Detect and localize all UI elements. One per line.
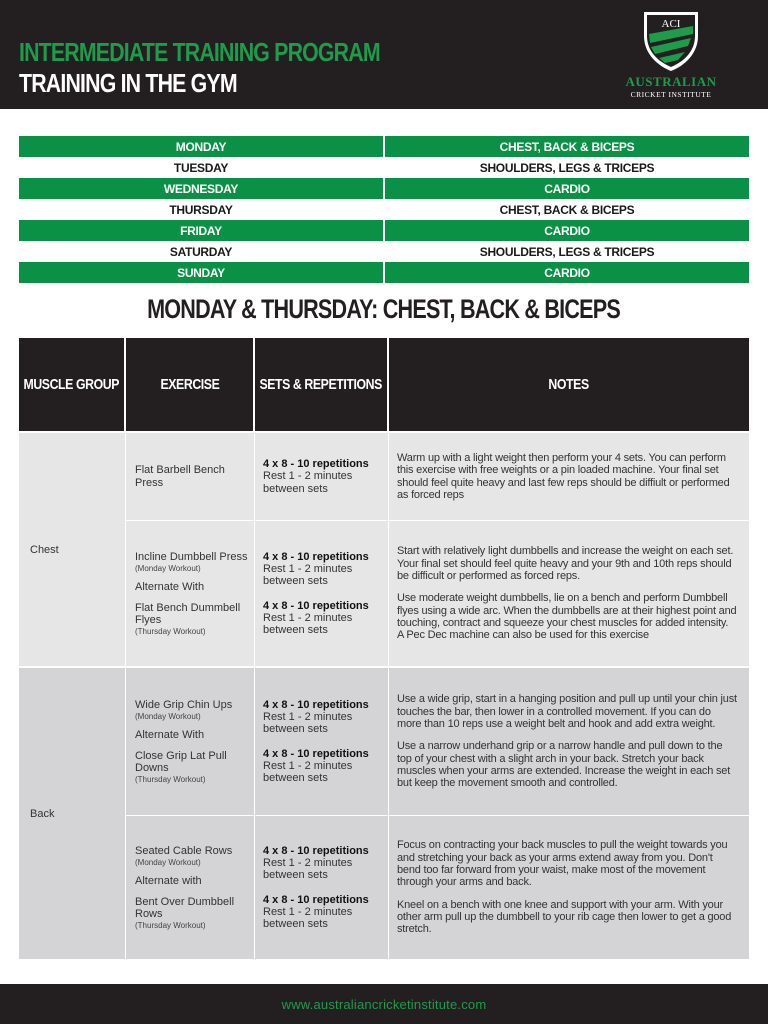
- note-text: Warm up with a light weight then perform your 4 sets. You can perform this exercise with free weights or a pin loaded machine. Your final set should feel quite heavy and last few reps should be diffiult or performed as forced reps: [397, 451, 730, 501]
- section-title: [0, 294, 768, 325]
- schedule-focus: SHOULDERS, LEGS & TRICEPS: [383, 241, 749, 262]
- schedule-row: [19, 199, 749, 220]
- exercise-name: Bent Over Dumbbell Rows: [135, 895, 235, 920]
- sets-reps: 4 x 8 - 10 repetitions: [263, 458, 369, 471]
- schedule-day: MONDAY: [175, 139, 227, 154]
- exercise-day: (Thursday Workout): [135, 775, 206, 785]
- sets-reps: 4 x 8 - 10 repetitions: [263, 699, 369, 712]
- schedule-day: WEDNESDAY: [163, 181, 239, 196]
- page-footer: [0, 984, 768, 1024]
- note-text: Use a narrow underhand grip or a narrow handle and pull down to the top of your chest with a slight arch in your back. Stretch your back muscles when your arms are extended. Increase the weight in each set but keep the movement smooth and controlled.: [397, 740, 731, 790]
- table-row: [126, 433, 749, 521]
- exercise-day: (Monday Workout): [135, 712, 201, 722]
- muscle-group-label: Chest: [19, 433, 126, 666]
- schedule-row: [19, 220, 749, 241]
- logo-name: AUSTRALIAN: [625, 74, 717, 89]
- rest-time: Rest 1 - 2 minutes between sets: [263, 563, 353, 588]
- logo-subtitle: CRICKET INSTITUTE: [630, 90, 712, 99]
- header-notes: NOTES: [548, 376, 590, 393]
- sets-reps: 4 x 8 - 10 repetitions: [263, 599, 369, 612]
- exercise-day: (Monday Workout): [135, 564, 201, 574]
- schedule-day: TUESDAY: [173, 160, 229, 175]
- exercise-name: Wide Grip Chin Ups: [135, 698, 233, 711]
- rest-time: Rest 1 - 2 minutes between sets: [263, 905, 353, 930]
- table-row: [126, 816, 749, 959]
- rest-time: Rest 1 - 2 minutes between sets: [263, 857, 353, 882]
- website-link[interactable]: www.australiancricketinstitute.com: [281, 996, 487, 1012]
- notes-cell: [389, 816, 749, 959]
- rest-time: Rest 1 - 2 minutes between sets: [263, 611, 353, 636]
- note-text: Use a wide grip, start in a hanging position and pull up until your chin just touches the bar, then lower in a controlled movement. If you can do more than 10 reps use a weight belt and hook and add extra weight.: [397, 693, 737, 731]
- schedule-focus: CARDIO: [383, 262, 749, 283]
- note-text: Focus on contracting your back muscles to pull the weight towards you and stretching your back as your arms extend away from you. Don't bend too far forward from your waist, make most of the movement through your arms and back.: [397, 839, 728, 889]
- sets-reps: 4 x 8 - 10 repetitions: [263, 551, 369, 564]
- schedule-row: [19, 178, 749, 199]
- aci-logo: [616, 10, 726, 102]
- exercise-day: (Thursday Workout): [135, 921, 206, 931]
- section-title-text: MONDAY & THURSDAY: CHEST, BACK & BICEPS: [147, 294, 621, 324]
- schedule-row: [19, 157, 749, 178]
- sets-reps: 4 x 8 - 10 repetitions: [263, 845, 369, 858]
- schedule-day: SATURDAY: [169, 244, 233, 259]
- muscle-group-back: [19, 666, 749, 959]
- exercise-name: Flat Barbell Bench Press: [135, 464, 225, 489]
- exercise-day: (Monday Workout): [135, 858, 201, 868]
- schedule-focus: CHEST, BACK & BICEPS: [383, 136, 749, 157]
- exercise-cell: [126, 521, 255, 666]
- alternate-label: Alternate With: [135, 729, 205, 742]
- muscle-group-label: Back: [19, 668, 126, 959]
- note-text: Start with relatively light dumbbells and increase the weight on each set. Your final set should feel quite heavy and your 9th and 10th reps should be difficult or performed as forced reps.: [397, 545, 734, 583]
- shield-icon: [640, 10, 702, 72]
- sets-cell: [255, 521, 389, 666]
- schedule-focus: CARDIO: [383, 220, 749, 241]
- exercise-day: (Thursday Workout): [135, 627, 206, 637]
- rest-time: Rest 1 - 2 minutes between sets: [263, 711, 353, 736]
- table-row: [126, 668, 749, 816]
- logo-initials: ACI: [661, 18, 681, 30]
- rest-time: Rest 1 - 2 minutes between sets: [263, 759, 353, 784]
- table-row: [126, 521, 749, 666]
- header-exercise: EXERCISE: [126, 338, 255, 431]
- alternate-label: Alternate with: [135, 875, 202, 888]
- header-muscle-group: MUSCLE GROUP: [19, 338, 126, 431]
- exercise-name: Close Grip Lat Pull Downs: [135, 749, 227, 774]
- program-title: INTERMEDIATE TRAINING PROGRAM: [19, 37, 380, 67]
- muscle-group-chest: [19, 431, 749, 666]
- exercise-cell: [126, 816, 255, 959]
- schedule-row: [19, 136, 749, 157]
- sets-reps: 4 x 8 - 10 repetitions: [263, 893, 369, 906]
- note-text: Use moderate weight dumbbells, lie on a bench and perform Dumbbell flyes using a wide arc. When the dumbbells are at their highest point and touching, contract and squeeze your chest muscles for added intensity. A Pec Dec machine can also be used for this exercise: [397, 592, 737, 642]
- exercise-name: Flat Bench Dummbell Flyes: [135, 601, 241, 626]
- rest-time: Rest 1 - 2 minutes between sets: [263, 470, 353, 495]
- program-subtitle: TRAINING IN THE GYM: [19, 68, 237, 98]
- exercise-name: Incline Dumbbell Press: [135, 550, 248, 563]
- weekly-schedule: [19, 136, 749, 283]
- schedule-day: FRIDAY: [180, 223, 222, 238]
- sets-cell: [255, 433, 389, 520]
- exercise-name: Seated Cable Rows: [135, 844, 233, 857]
- note-text: Kneel on a bench with one knee and support with your arm. With your other arm pull up the dumbbell to your rib cage then lower to get a good stretch.: [397, 898, 732, 936]
- notes-cell: [389, 521, 749, 666]
- alternate-label: Alternate With: [135, 581, 205, 594]
- notes-cell: [389, 433, 749, 520]
- schedule-focus: CARDIO: [383, 178, 749, 199]
- table-header: [19, 338, 749, 431]
- notes-cell: [389, 668, 749, 815]
- schedule-day: SUNDAY: [177, 265, 225, 280]
- schedule-row: [19, 262, 749, 283]
- schedule-day: THURSDAY: [169, 202, 233, 217]
- sets-cell: [255, 668, 389, 815]
- exercise-cell: [126, 433, 255, 520]
- schedule-focus: CHEST, BACK & BICEPS: [383, 199, 749, 220]
- workout-table: [19, 338, 749, 959]
- schedule-row: [19, 241, 749, 262]
- sets-reps: 4 x 8 - 10 repetitions: [263, 747, 369, 760]
- schedule-focus: SHOULDERS, LEGS & TRICEPS: [383, 157, 749, 178]
- page-header: [0, 0, 768, 109]
- header-sets: SETS & REPETITIONS: [255, 338, 389, 431]
- sets-cell: [255, 816, 389, 959]
- exercise-cell: [126, 668, 255, 815]
